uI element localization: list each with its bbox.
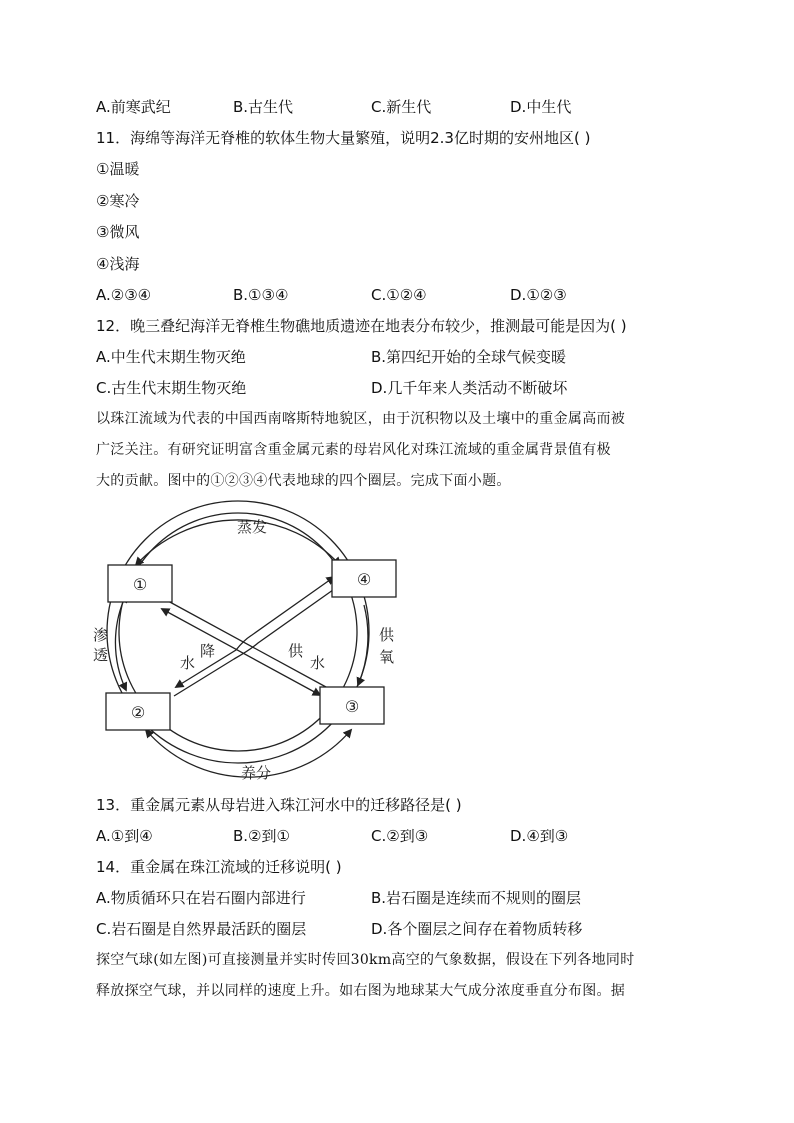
passage2-line-1: 探空气球(如左图)可直接测量并实时传回30km高空的气象数据，假设在下列各地同时 [96, 952, 635, 968]
passage2-line-2: 释放探空气球，并以同样的速度上升。如右图为地球某大气成分浓度垂直分布图。据 [96, 983, 626, 999]
q12-option-a: A.中生代末期生物灭绝 [96, 348, 246, 366]
q10-option-a: A.前寒武纪 [96, 98, 171, 116]
q14-option-b: B.岩石圈是连续而不规则的圈层 [371, 889, 582, 907]
label-precip-2: 水 [180, 654, 196, 672]
q11-stem: 11．海绵等海洋无脊椎的软体生物大量繁殖，说明2.3亿时期的安州地区( ) [96, 129, 591, 147]
q12-option-b: B.第四纪开始的全球气候变暖 [371, 348, 567, 366]
sphere-box-3-label: ③ [344, 697, 360, 716]
passage1-line-1: 以珠江流域为代表的中国西南喀斯特地貌区，由于沉积物以及土壤中的重金属高而被 [96, 411, 626, 427]
q12-stem: 12．晚三叠纪海洋无脊椎生物礁地质遗迹在地表分布较少，推测最可能是因为( ) [96, 317, 627, 335]
label-infiltration-2: 透 [93, 646, 109, 664]
q11-option-a: A.②③④ [96, 286, 152, 304]
q11-option-b: B.①③④ [233, 286, 289, 304]
label-infiltration-1: 渗 [93, 626, 109, 644]
q10-option-c: C.新生代 [371, 98, 432, 116]
diagonal-precip-line-b [174, 585, 340, 696]
arrow-infiltration [115, 595, 126, 690]
label-nutrients: 养分 [240, 764, 272, 782]
q14-stem: 14．重金属在珠江流域的迁移说明( ) [96, 858, 342, 876]
label-supply-2: 水 [310, 654, 326, 672]
sphere-cycle-diagram [93, 500, 396, 790]
q11-item-3: ③微风 [96, 223, 140, 241]
arrow-oxygen [358, 605, 368, 685]
q14-option-c: C.岩石圈是自然界最活跃的圈层 [96, 920, 307, 938]
q10-option-d: D.中生代 [510, 98, 572, 116]
q11-item-2: ②寒冷 [96, 192, 140, 210]
q13-option-b: B.②到① [233, 827, 290, 845]
q13-option-d: D.④到③ [510, 827, 569, 845]
q12-option-d: D.几千年来人类活动不断破坏 [371, 379, 568, 397]
sphere-box-2-label: ② [130, 703, 146, 722]
passage1-line-3: 大的贡献。图中的①②③④代表地球的四个圈层。完成下面小题。 [96, 473, 511, 489]
label-evaporation: 蒸发 [236, 518, 268, 536]
sphere-box-4-label: ④ [356, 570, 372, 589]
label-oxygen-1: 供 [378, 626, 394, 644]
q11-item-1: ①温暖 [96, 160, 140, 178]
label-precip-1: 降 [200, 642, 216, 660]
passage1-line-2: 广泛关注。有研究证明富含重金属元素的母岩风化对珠江流域的重金属背景值有极 [96, 442, 611, 458]
label-oxygen-2: 氧 [378, 648, 394, 666]
label-supply-1: 供 [288, 642, 304, 660]
q10-option-b: B.古生代 [233, 98, 294, 116]
q11-item-4: ④浅海 [96, 255, 140, 273]
q13-option-a: A.①到④ [96, 827, 153, 845]
q14-option-d: D.各个圈层之间存在着物质转移 [371, 920, 583, 938]
q11-option-d: D.①②③ [510, 286, 567, 304]
q14-option-a: A.物质循环只在岩石圈内部进行 [96, 889, 306, 907]
q12-option-c: C.古生代末期生物灭绝 [96, 379, 247, 397]
sphere-box-1-label: ① [132, 575, 148, 594]
q13-option-c: C.②到③ [371, 827, 429, 845]
q11-option-c: C.①②④ [371, 286, 427, 304]
q13-stem: 13．重金属元素从母岩进入珠江河水中的迁移路径是( ) [96, 796, 462, 814]
